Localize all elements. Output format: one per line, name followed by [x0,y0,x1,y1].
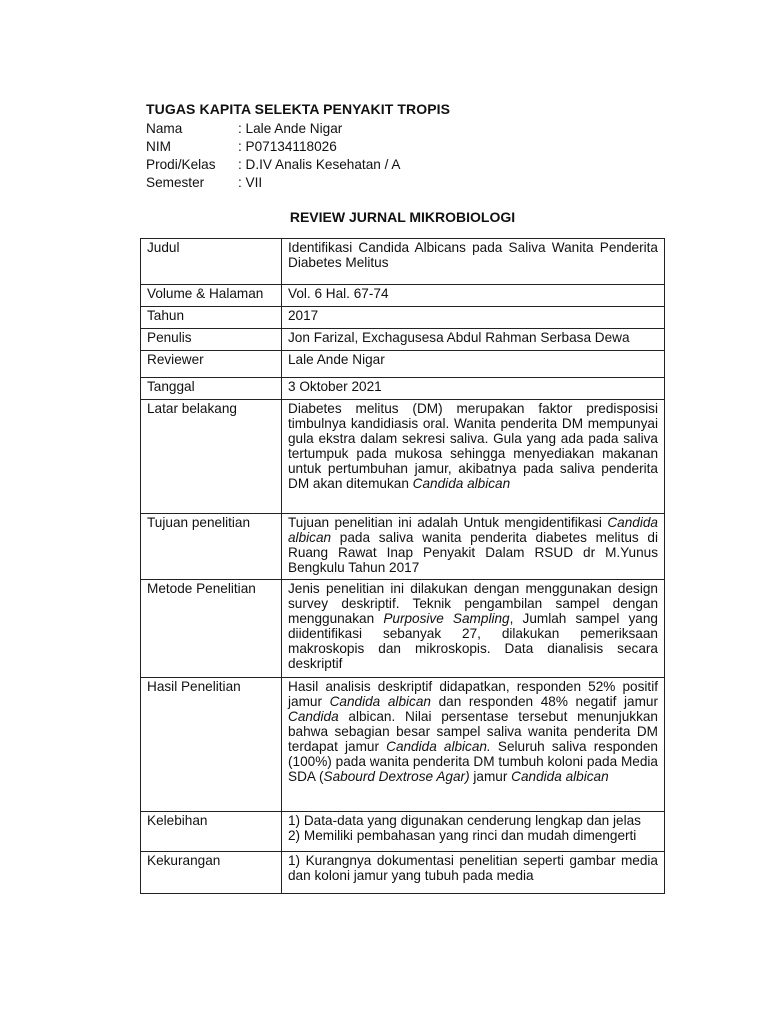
text-run-italic: Purposive Sampling [383,611,510,626]
row-value: Identifikasi Candida Albicans pada Saliva Wanita Penderita Diabetes Melitus [282,239,665,285]
text-run: jamur [469,769,512,784]
row-label: Tanggal [141,378,282,400]
info-value: : D.IV Analis Kesehatan / A [238,157,401,172]
text-run: Tujuan penelitian ini adalah Untuk mengidentifikasi [288,515,608,530]
text-run: Jenis penelitian ini dilakukan dengan menggunakan design survey deskriptif. Teknik pengambilan sampel dengan menggunakan [288,581,658,626]
row-label: Kelebihan [141,812,282,852]
row-value [282,400,665,514]
row-value: Jon Farizal, Exchagusesa Abdul Rahman Serbasa Dewa [282,329,665,351]
text-run: Diabetes melitus (DM) merupakan faktor predisposisi timbulnya kandidiasis oral. Wanita penderita DM mempunyai gula ekstra dalam sekresi saliva. Gula yang ada pada saliva tertumpuk pada mukosa sehingga menyediakan makanan untuk pertumbuhan jamur, akibatnya pada saliva penderita DM akan ditemukan [288,401,658,491]
text-run: pada saliva wanita penderita diabetes melitus di Ruang Rawat Inap Penyakit Dalam RSUD dr M.Yunus Bengkulu Tahun 2017 [288,530,658,575]
text-run: dan responden 48% negatif jamur [430,694,658,709]
info-value: : Lale Ande Nigar [238,121,343,136]
row-value [282,580,665,678]
row-value: 3 Oktober 2021 [282,378,665,400]
review-row-tanggal [141,378,665,400]
review-table [140,238,665,894]
review-row-tujuan [141,514,665,580]
info-row-nama [146,120,400,138]
info-row-prodi [146,156,400,174]
row-label: Metode Penelitian [141,580,282,678]
review-row-kelebihan [141,812,665,852]
info-label: Semester [146,175,205,190]
row-value: Vol. 6 Hal. 67-74 [282,285,665,307]
text-run: , Jumlah sampel yang diidentifikasi sebanyak 27, dilakukan pemeriksaan makroskopis dan mikroskopis. Data dianalisis secara deskriptif [288,611,658,671]
info-value: : VII [238,175,263,190]
text-run-italic: Candida [288,709,339,724]
info-value: : P07134118026 [238,139,337,154]
row-value [282,812,665,852]
review-heading: REVIEW JURNAL MIKROBIOLOGI [289,209,516,225]
row-label: Penulis [141,329,282,351]
text-run: albican. Nilai persentase tersebut menunjukkan bahwa sebagian besar sampel saliva wanita penderita DM terdapat jamur [288,709,658,754]
row-label: Kekurangan [141,852,282,894]
review-row-tahun [141,307,665,329]
row-label: Tahun [141,307,282,329]
review-row-hasil [141,678,665,812]
row-label: Latar belakang [141,400,282,514]
text-run-italic: Candida albican [288,515,658,545]
list-item: 1) Data-data yang digunakan cenderung lengkap dan jelas [288,813,641,828]
review-row-volume [141,285,665,307]
student-info [146,120,400,192]
info-row-semester [146,174,400,192]
row-label: Reviewer [141,351,282,378]
text-run-italic: Candida albican [412,476,511,491]
row-value: 1) Kurangnya dokumentasi penelitian seperti gambar media dan koloni jamur yang tubuh pada media [282,852,665,894]
row-value [282,514,665,580]
text-run-italic: Candida albican [511,769,609,784]
row-value [282,678,665,812]
info-row-nim [146,138,400,156]
row-value: 2017 [282,307,665,329]
row-label: Tujuan penelitian [141,514,282,580]
text-run: Seluruh saliva responden (100%) pada wanita penderita DM tumbuh koloni pada Media SDA ( [288,739,658,784]
text-run-italic: Sabourd Dextrose Agar) [323,769,470,784]
info-label: NIM [146,139,171,154]
text-run: Hasil analisis deskriptif didapatkan, responden 52% positif jamur [288,679,658,709]
review-row-penulis [141,329,665,351]
text-run-italic: Candida albican [329,694,431,709]
assignment-title: TUGAS KAPITA SELEKTA PENYAKIT TROPIS [146,101,451,117]
row-value: Lale Ande Nigar [282,351,665,378]
review-row-judul [141,239,665,285]
review-row-kekurangan [141,852,665,894]
text-run-italic: Candida albican. [386,739,491,754]
review-row-metode [141,580,665,678]
info-label: Nama [146,121,183,136]
row-label: Volume & Halaman [141,285,282,307]
review-row-reviewer [141,351,665,378]
info-label: Prodi/Kelas [146,157,216,172]
row-label: Hasil Penelitian [141,678,282,812]
list-item: 2) Memiliki pembahasan yang rinci dan mudah dimengerti [288,828,637,843]
review-row-latar-belakang [141,400,665,514]
row-label: Judul [141,239,282,285]
